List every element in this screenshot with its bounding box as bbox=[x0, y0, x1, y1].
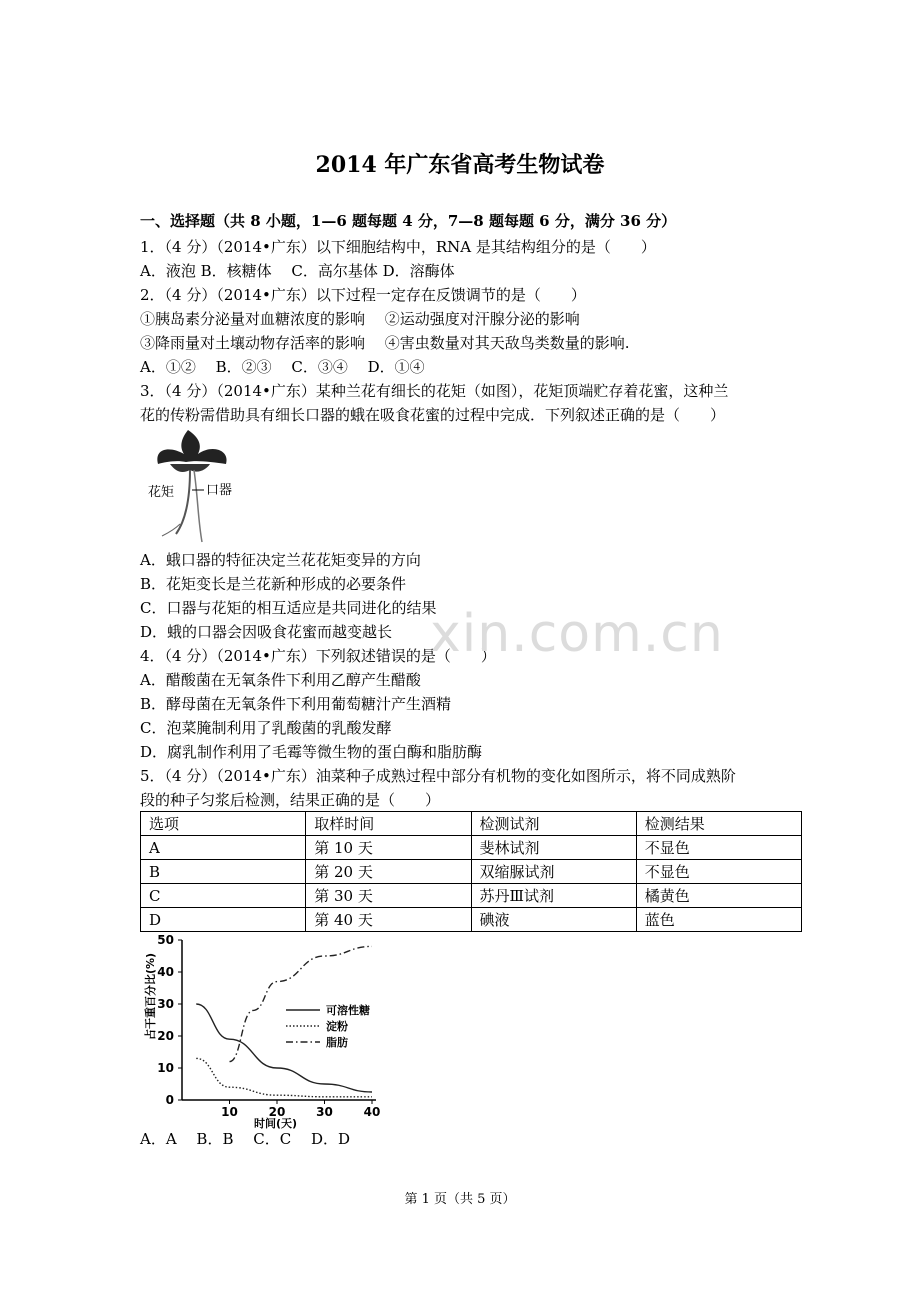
table-header-cell: 取样时间 bbox=[306, 812, 471, 836]
y-tick-label: 40 bbox=[157, 965, 174, 979]
table-header-cell: 检测结果 bbox=[636, 812, 801, 836]
q2-stem: 2．（4 分）（2014•广东）以下过程一定存在反馈调节的是（ ） bbox=[140, 286, 586, 304]
table-cell: 不显色 bbox=[636, 836, 801, 860]
table-cell: 苏丹Ⅲ试剂 bbox=[471, 884, 636, 908]
q5-table bbox=[140, 811, 802, 932]
y-tick-label: 0 bbox=[165, 1093, 174, 1107]
legend-label: 淀粉 bbox=[326, 1020, 348, 1033]
table-cell: 第 20 天 bbox=[306, 860, 471, 884]
q5-stem-line1: 5．（4 分）（2014•广东）油菜种子成熟过程中部分有机物的变化如图所示，将不同成熟阶 bbox=[140, 767, 736, 785]
q2-item-12: ①胰岛素分泌量对血糖浓度的影响 ②运动强度对汗腺分泌的影响 bbox=[140, 310, 580, 328]
table-cell: 第 10 天 bbox=[306, 836, 471, 860]
y-tick-label: 30 bbox=[157, 997, 174, 1011]
table-header-row bbox=[141, 812, 802, 836]
table-cell: D bbox=[141, 908, 306, 932]
table-cell: A bbox=[141, 836, 306, 860]
section-heading: 一、选择题（共 8 小题，1—6 题每题 4 分，7—8 题每题 6 分，满分 36 分） bbox=[140, 212, 677, 230]
table-header-cell: 检测试剂 bbox=[471, 812, 636, 836]
table-cell: B bbox=[141, 860, 306, 884]
q3-option-a: A．蛾口器的特征决定兰花花矩变异的方向 bbox=[140, 551, 421, 569]
series-line bbox=[196, 1058, 372, 1096]
x-axis-label: 时间(天) bbox=[254, 1117, 298, 1130]
orchid-spur bbox=[176, 470, 190, 534]
x-tick-label: 20 bbox=[268, 1105, 286, 1119]
y-axis-label: 占干重百分比(%) bbox=[144, 952, 157, 1040]
table-row bbox=[141, 884, 802, 908]
q2-options: A．①② B．②③ C．③④ D．①④ bbox=[140, 358, 425, 376]
y-tick-label: 20 bbox=[157, 1029, 174, 1043]
q4-option-a: A．醋酸菌在无氧条件下利用乙醇产生醋酸 bbox=[140, 671, 421, 689]
q2-item-34: ③降雨量对土壤动物存活率的影响 ④害虫数量对其天敌鸟类数量的影响. bbox=[140, 334, 630, 352]
table-row bbox=[141, 836, 802, 860]
y-tick-label: 50 bbox=[157, 933, 174, 947]
table-cell: C bbox=[141, 884, 306, 908]
table-cell: 斐林试剂 bbox=[471, 836, 636, 860]
orchid-petals bbox=[157, 430, 226, 464]
table-row bbox=[141, 860, 802, 884]
table-cell: 不显色 bbox=[636, 860, 801, 884]
spur-label: 花矩 bbox=[148, 485, 175, 500]
seed-composition-chart bbox=[140, 928, 390, 1130]
q3-option-d: D．蛾的口器会因吸食花蜜而越变越长 bbox=[140, 623, 393, 641]
orchid-stem bbox=[194, 470, 202, 542]
x-tick-label: 40 bbox=[363, 1105, 381, 1119]
x-tick-label: 30 bbox=[316, 1105, 333, 1119]
q4-option-d: D．腐乳制作利用了毛霉等微生物的蛋白酶和脂肪酶 bbox=[140, 743, 483, 761]
table-cell: 第 40 天 bbox=[306, 908, 471, 932]
q4-stem: 4．（4 分）（2014•广东）下列叙述错误的是（ ） bbox=[140, 647, 496, 665]
q1-options: A．液泡 B．核糖体 C．高尔基体 D．溶酶体 bbox=[140, 262, 455, 280]
orchid-figure bbox=[140, 428, 250, 546]
q3-option-c: C．口器与花矩的相互适应是共同进化的结果 bbox=[140, 599, 437, 617]
page-footer: 第 1 页（共 5 页） bbox=[404, 1192, 516, 1207]
q4-option-c: C．泡菜腌制利用了乳酸菌的乳酸发酵 bbox=[140, 719, 392, 737]
table-cell: 第 30 天 bbox=[306, 884, 471, 908]
q4-option-b: B．酵母菌在无氧条件下利用葡萄糖汁产生酒精 bbox=[140, 695, 452, 713]
q5-stem-line2: 段的种子匀浆后检测，结果正确的是（ ） bbox=[140, 791, 441, 809]
table-cell: 碘液 bbox=[471, 908, 636, 932]
table-header-cell: 选项 bbox=[141, 812, 306, 836]
table-cell: 蓝色 bbox=[636, 908, 801, 932]
watermark: xin.com.cn bbox=[430, 604, 724, 664]
q3-option-b: B．花矩变长是兰花新种形成的必要条件 bbox=[140, 575, 407, 593]
q3-stem-line2: 花的传粉需借助具有细长口器的蛾在吸食花蜜的过程中完成．下列叙述正确的是（ ） bbox=[140, 406, 726, 424]
legend-label: 可溶性糖 bbox=[326, 1004, 370, 1017]
moth-mouthpart bbox=[162, 524, 180, 536]
legend-label: 脂肪 bbox=[326, 1036, 348, 1049]
table-cell: 双缩脲试剂 bbox=[471, 860, 636, 884]
table-cell: 橘黄色 bbox=[636, 884, 801, 908]
q3-stem-line1: 3．（4 分）（2014•广东）某种兰花有细长的花矩（如图），花矩顶端贮存着花蜜，这种兰 bbox=[140, 382, 729, 400]
y-tick-label: 10 bbox=[157, 1061, 174, 1075]
q1-stem: 1．（4 分）（2014•广东）以下细胞结构中，RNA 是其结构组分的是（ ） bbox=[140, 238, 656, 256]
q5-options: A．A B．B C．C D．D bbox=[140, 1130, 351, 1148]
page-title: 2014 年广东省高考生物试卷 bbox=[315, 152, 605, 178]
x-tick-label: 10 bbox=[221, 1105, 238, 1119]
mouthpart-label: 口器 bbox=[206, 483, 233, 498]
